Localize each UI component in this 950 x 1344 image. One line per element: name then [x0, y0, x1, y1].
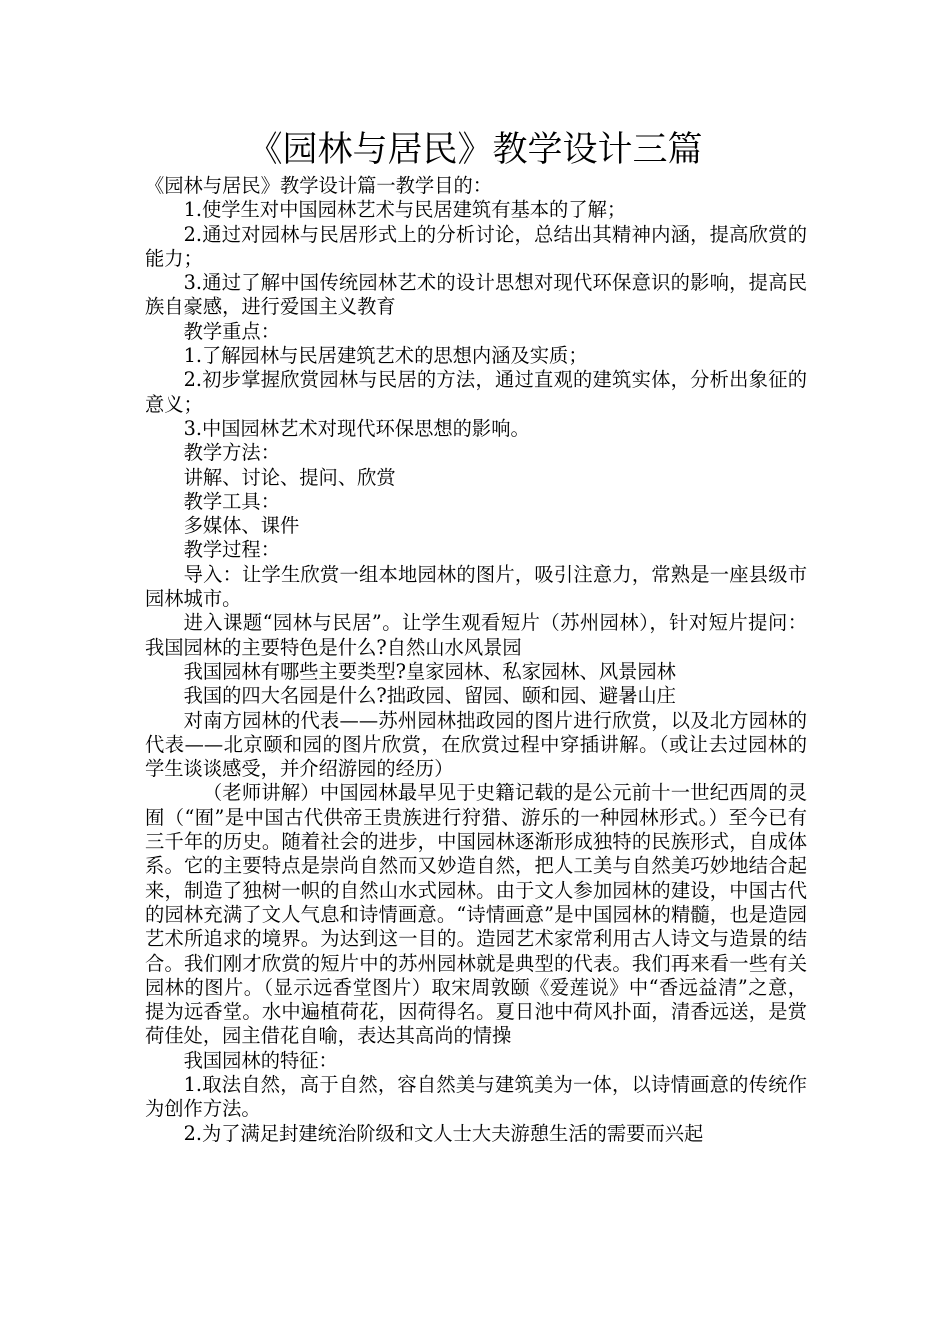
paragraph-methods: 讲解、讨论、提问、欣赏	[183, 465, 396, 489]
paragraph-intro: 《园林与居民》教学设计篇一教学目的：	[145, 174, 493, 197]
paragraph-goal-2: 2.通过对园林与民居形式上的分析讨论，总结出其精神内涵，提高欣赏的能力；	[145, 222, 807, 270]
paragraph-process-heading: 教学过程：	[183, 538, 280, 562]
paragraph-goal-1: 1.使学生对中国园林艺术与民居建筑有基本的了解；	[183, 198, 627, 222]
paragraph-feature-1: 1.取法自然，高于自然，容自然美与建筑美为一体，以诗情画意的传统作为创作方法。	[145, 1072, 807, 1121]
paragraph-key-point-1: 1.了解园林与民居建筑艺术的思想内涵及实质；	[183, 344, 588, 368]
paragraph-key-point-3: 3.中国园林艺术对现代环保思想的影响。	[183, 416, 530, 440]
paragraph-appreciation: 对南方园林的代表——苏州园林拙政园的图片进行欣赏，以及北方园林的代表——北京颐和园的图片欣赏，在欣赏过程中穿插讲解。（或让去过园林的学生谈谈感受，并介绍游园的经历）	[145, 708, 807, 781]
paragraph-key-points-heading: 教学重点：	[183, 319, 280, 343]
paragraph-famous-gardens: 我国的四大名园是什么?拙政园、留园、颐和园、避暑山庄	[183, 684, 676, 708]
paragraph-topic: 进入课题“园林与民居”。让学生观看短片（苏州园林），针对短片提问：我国园林的主要特色是什么?自然山水风景园	[145, 611, 807, 659]
paragraph-introduction: 导入：让学生欣赏一组本地园林的图片，吸引注意力，常熟是一座县级市园林城市。	[145, 562, 807, 611]
paragraph-methods-heading: 教学方法：	[183, 441, 280, 465]
paragraph-feature-2: 2.为了满足封建统治阶级和文人士大夫游憩生活的需要而兴起	[183, 1121, 704, 1145]
document-title: 《园林与居民》教学设计三篇	[247, 130, 703, 170]
paragraph-goal-3: 3.通过了解中国传统园林艺术的设计思想对现代环保意识的影响，提高民族自豪感，进行爱国主义教育	[145, 271, 807, 319]
paragraph-tools: 多媒体、课件	[183, 514, 300, 538]
paragraph-key-point-2: 2.初步掌握欣赏园林与民居的方法，通过直观的建筑实体，分析出象征的意义；	[145, 368, 807, 416]
document-body	[145, 174, 807, 1146]
paragraph-types-question: 我国园林有哪些主要类型?皇家园林、私家园林、风景园林	[183, 659, 676, 683]
paragraph-features-heading: 我国园林的特征：	[183, 1048, 338, 1072]
paragraph-teacher-lecture: （老师讲解）中国园林最早见于史籍记载的是公元前十一世纪西周的灵囿（“囿”是中国古代供帝王贵族进行狩猎、游乐的一种园林形式。）至今已有三千年的历史。随着社会的进步，中国园林逐渐形成独特的民族形式，自成体系。它的主要特点是崇尚自然而又妙造自然，把人工美与自然美巧妙地结合起来，制造了独树一帜的自然山水式园林。由于文人参加园林的建设，中国古代的园林充满了文人气息和诗情画意。“诗情画意”是中国园林的精髓，也是造园艺术所追求的境界。为达到这一目的。造园艺术家常利用古人诗文与造景的结合。我们刚才欣赏的短片中的苏州园林就是典型的代表。我们再来看一些有关园林的图片。（显示远香堂图片）取宋周敦颐《爱莲说》中“香远益清”之意，提为远香堂。水中遍植荷花，因荷得名。夏日池中荷风扑面，清香远送，是赏荷佳处，园主借花自喻，表达其高尚的情操	[145, 781, 807, 1048]
paragraph-tools-heading: 教学工具：	[183, 489, 280, 513]
